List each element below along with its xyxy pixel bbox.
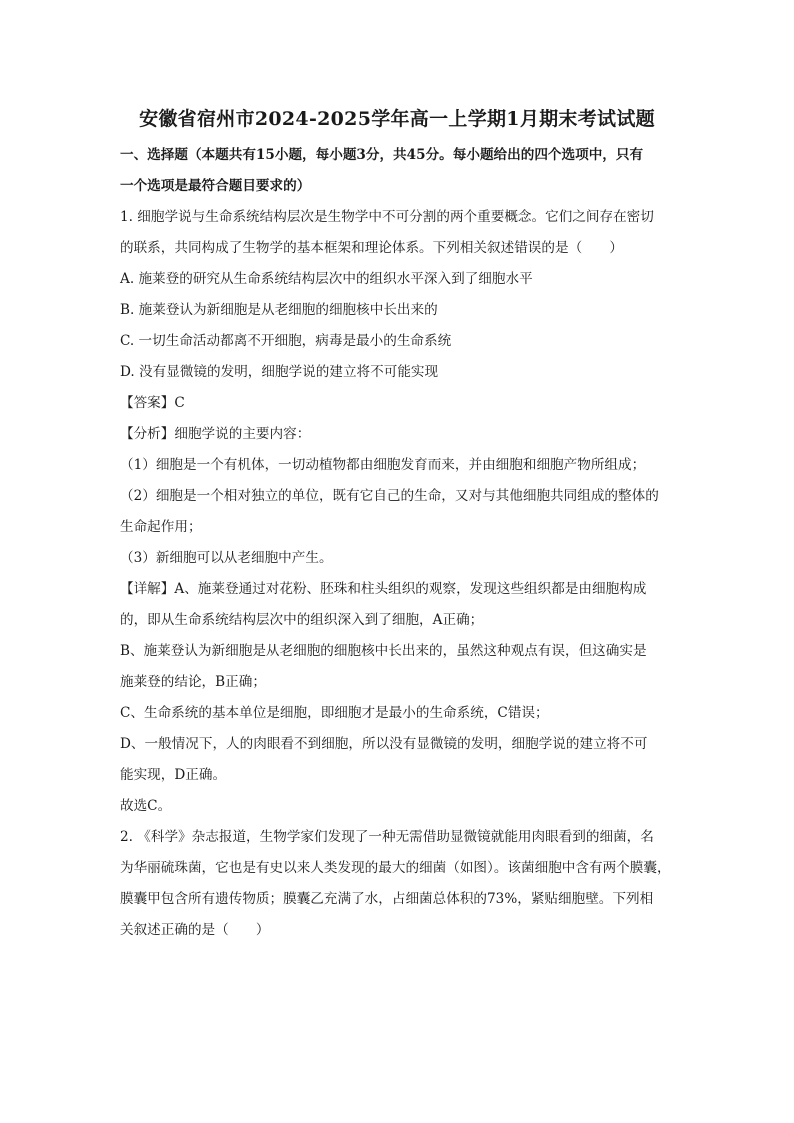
question1-stem-line1: 1. 细胞学说与生命系统结构层次是生物学中不可分割的两个重要概念。它们之间存在密切 bbox=[120, 209, 654, 225]
question1-analysis-2b: 生命起作用； bbox=[120, 519, 202, 535]
question1-analysis-heading: 【分析】细胞学说的主要内容： bbox=[120, 426, 311, 442]
question1-option-c: C. 一切生命活动都离不开细胞，病毒是最小的生命系统 bbox=[120, 333, 452, 349]
question1-answer: 【答案】C bbox=[120, 395, 185, 411]
question1-detail-a2: 的，即从生命系统结构层次中的组织深入到了细胞，A正确； bbox=[120, 612, 484, 628]
question1-analysis-2a: （2）细胞是一个相对独立的单位，既有它自己的生命，又对与其他细胞共同组成的整体的 bbox=[120, 488, 659, 504]
question2-stem-line1: 2. 《科学》杂志报道，生物学家们发现了一种无需借助显微镜就能用肉眼看到的细菌，名 bbox=[120, 829, 654, 845]
question1-option-d: D. 没有显微镜的发明，细胞学说的建立将不可能实现 bbox=[120, 364, 439, 380]
question1-detail-b1: B、施莱登认为新细胞是从老细胞的细胞核中长出来的，虽然这种观点有误，但这确实是 bbox=[120, 643, 647, 659]
question1-detail-a1: 【详解】A、施莱登通过对花粉、胚珠和柱头组织的观察，发现这些组织都是由细胞构成 bbox=[120, 581, 647, 597]
question2-stem-line3: 膜囊甲包含所有遗传物质；膜囊乙充满了水，占细菌总体积的73%，紧贴细胞壁。下列相 bbox=[120, 891, 654, 907]
question1-analysis-1: （1）细胞是一个有机体，一切动植物都由细胞发育而来，并由细胞和细胞产物所组成； bbox=[120, 457, 646, 473]
section-heading-line2: 一个选项是最符合题目要求的） bbox=[120, 178, 311, 194]
question1-conclusion: 故选C。 bbox=[120, 798, 172, 814]
page-title: 安徽省宿州市2024-2025学年高一上学期1月期末考试试题 bbox=[139, 108, 655, 130]
question1-detail-d2: 能实现，D正确。 bbox=[120, 767, 227, 783]
question2-stem-line2: 为华丽硫珠菌，它也是有史以来人类发现的最大的细菌（如图）。该菌细胞中含有两个膜囊， bbox=[120, 860, 671, 876]
question1-option-b: B. 施莱登认为新细胞是从老细胞的细胞核中长出来的 bbox=[120, 302, 438, 318]
question1-detail-b2: 施莱登的结论，B正确； bbox=[120, 674, 266, 690]
question1-option-a: A. 施莱登的研究从生命系统结构层次中的组织水平深入到了细胞水平 bbox=[120, 271, 533, 287]
question1-detail-c: C、生命系统的基本单位是细胞，即细胞才是最小的生命系统，C错误； bbox=[120, 705, 549, 721]
question1-stem-line2: 的联系，共同构成了生物学的基本框架和理论体系。下列相关叙述错误的是（ ） bbox=[120, 240, 623, 256]
section-heading-line1: 一、选择题（本题共有15小题，每小题3分，共45分。每小题给出的四个选项中，只有 bbox=[120, 147, 644, 163]
question1-analysis-3: （3）新细胞可以从老细胞中产生。 bbox=[120, 550, 333, 566]
question1-detail-d1: D、一般情况下，人的肉眼看不到细胞，所以没有显微镜的发明，细胞学说的建立将不可 bbox=[120, 736, 648, 752]
question2-stem-line4: 关叙述正确的是（ ） bbox=[120, 922, 270, 938]
